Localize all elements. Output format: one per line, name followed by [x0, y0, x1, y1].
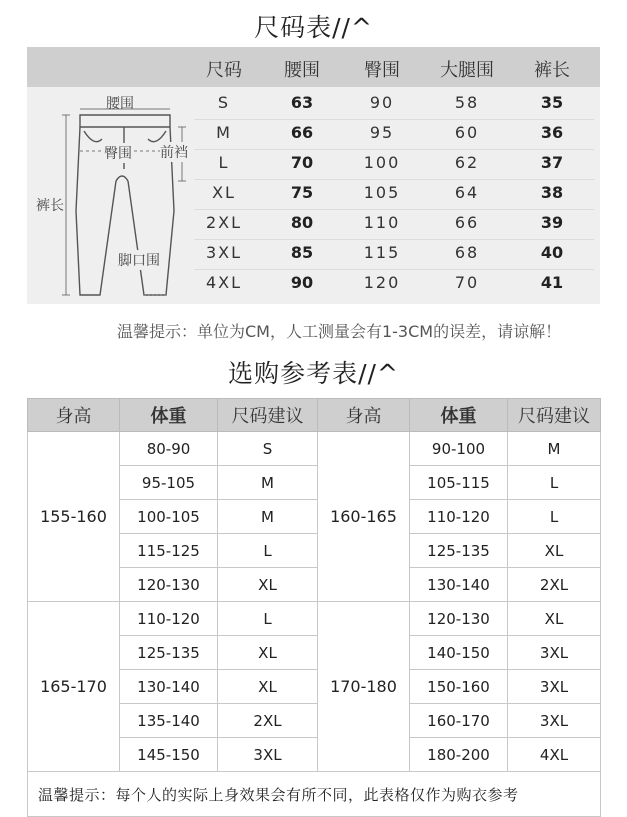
diagram-label-front-rise: 前裆 [160, 142, 188, 162]
guide-size-left: XL [218, 568, 318, 602]
size-chart-note: 温馨提示：单位为CM，人工测量会有1-3CM的误差，请谅解！ [117, 322, 562, 341]
header-size: 尺码 [206, 60, 242, 81]
guide-size-right: 4XL [508, 738, 601, 772]
guide-size-left: XL [218, 670, 318, 704]
size-chart-header [27, 47, 600, 87]
guide-weight-left: 100-105 [120, 500, 218, 534]
diagram-label-length: 裤长 [36, 195, 64, 215]
header-waist: 腰围 [284, 60, 320, 81]
guide-size-left: M [218, 500, 318, 534]
row-divider [194, 209, 594, 210]
size-cell-waist: 63 [290, 93, 314, 112]
guide-weight-right: 120-130 [410, 602, 508, 636]
guide-size-right: 3XL [508, 704, 601, 738]
size-chart-title: 尺码表//^ [254, 13, 373, 42]
guide-weight-left: 115-125 [120, 534, 218, 568]
size-cell-length: 41 [540, 273, 564, 292]
guide-header-height-left: 身高 [28, 399, 120, 432]
size-cell-length: 35 [540, 93, 564, 112]
guide-size-left: L [218, 534, 318, 568]
guide-weight-left: 95-105 [120, 466, 218, 500]
size-cell-length: 36 [540, 123, 564, 142]
guide-header-size-right: 尺码建议 [508, 399, 601, 432]
guide-size-right: L [508, 466, 601, 500]
guide-size-right: XL [508, 602, 601, 636]
size-cell-thigh: 60 [454, 123, 480, 142]
size-cell-size: S [217, 93, 231, 112]
diagram-label-waist: 腰围 [106, 96, 134, 112]
guide-height-left: 155-160 [28, 432, 120, 602]
row-divider [194, 119, 594, 120]
size-cell-hip: 95 [369, 123, 395, 142]
pants-diagram [32, 91, 202, 296]
guide-height-left: 165-170 [28, 602, 120, 772]
guide-weight-right: 140-150 [410, 636, 508, 670]
size-cell-thigh: 62 [454, 153, 480, 172]
size-cell-length: 38 [540, 183, 564, 202]
guide-size-left: 2XL [218, 704, 318, 738]
size-cell-thigh: 70 [454, 273, 480, 292]
size-cell-size: 3XL [205, 243, 243, 262]
size-cell-size: M [216, 123, 232, 142]
guide-size-right: M [508, 432, 601, 466]
guide-weight-left: 145-150 [120, 738, 218, 772]
guide-weight-right: 150-160 [410, 670, 508, 704]
row-divider [194, 149, 594, 150]
size-cell-hip: 105 [363, 183, 401, 202]
size-cell-thigh: 64 [454, 183, 480, 202]
size-chart-panel [27, 47, 600, 304]
guide-size-left: S [218, 432, 318, 466]
guide-table [27, 398, 601, 817]
size-cell-length: 37 [540, 153, 564, 172]
diagram-label-hip: 臀围 [104, 143, 132, 163]
size-cell-size: XL [212, 183, 236, 202]
guide-weight-left: 130-140 [120, 670, 218, 704]
guide-weight-right: 160-170 [410, 704, 508, 738]
guide-row [28, 432, 601, 466]
size-cell-thigh: 68 [454, 243, 480, 262]
guide-size-right: 3XL [508, 670, 601, 704]
size-cell-hip: 115 [363, 243, 401, 262]
guide-row [28, 602, 601, 636]
diagram-label-leg-opening: 脚口围 [118, 250, 160, 270]
guide-chart-note: 温馨提示：每个人的实际上身效果会有所不同，此表格仅作为购衣参考 [28, 772, 601, 817]
guide-weight-left: 120-130 [120, 568, 218, 602]
size-cell-waist: 80 [290, 213, 314, 232]
size-cell-length: 39 [540, 213, 564, 232]
guide-size-right: L [508, 500, 601, 534]
guide-weight-right: 105-115 [410, 466, 508, 500]
guide-size-right: 3XL [508, 636, 601, 670]
guide-height-right: 170-180 [318, 602, 410, 772]
size-cell-hip: 100 [363, 153, 401, 172]
size-cell-length: 40 [540, 243, 564, 262]
size-cell-thigh: 58 [454, 93, 480, 112]
guide-size-right: XL [508, 534, 601, 568]
guide-size-left: XL [218, 636, 318, 670]
size-cell-waist: 70 [290, 153, 314, 172]
guide-chart-title: 选购参考表//^ [228, 359, 399, 388]
size-cell-waist: 75 [290, 183, 314, 202]
header-thigh: 大腿围 [440, 60, 494, 81]
size-cell-size: 4XL [205, 273, 243, 292]
size-cell-hip: 110 [363, 213, 401, 232]
guide-weight-right: 180-200 [410, 738, 508, 772]
guide-size-right: 2XL [508, 568, 601, 602]
guide-weight-right: 130-140 [410, 568, 508, 602]
size-cell-hip: 90 [369, 93, 395, 112]
guide-size-left: L [218, 602, 318, 636]
guide-header-weight-left: 体重 [120, 399, 218, 432]
header-length: 裤长 [534, 60, 570, 81]
guide-header-weight-right: 体重 [410, 399, 508, 432]
guide-weight-left: 125-135 [120, 636, 218, 670]
size-cell-waist: 66 [290, 123, 314, 142]
guide-weight-left: 80-90 [120, 432, 218, 466]
pants-outline-icon [32, 91, 202, 296]
guide-weight-left: 135-140 [120, 704, 218, 738]
guide-weight-left: 110-120 [120, 602, 218, 636]
guide-weight-right: 90-100 [410, 432, 508, 466]
guide-header-height-right: 身高 [318, 399, 410, 432]
row-divider [194, 179, 594, 180]
size-cell-thigh: 66 [454, 213, 480, 232]
guide-header-size-left: 尺码建议 [218, 399, 318, 432]
guide-header-row [28, 399, 601, 432]
row-divider [194, 269, 594, 270]
guide-note-row [28, 772, 601, 817]
guide-height-right: 160-165 [318, 432, 410, 602]
size-cell-size: L [218, 153, 230, 172]
guide-weight-right: 110-120 [410, 500, 508, 534]
size-cell-size: 2XL [205, 213, 243, 232]
guide-size-left: M [218, 466, 318, 500]
size-cell-hip: 120 [363, 273, 401, 292]
row-divider [194, 239, 594, 240]
size-cell-waist: 90 [290, 273, 314, 292]
guide-weight-right: 125-135 [410, 534, 508, 568]
size-cell-waist: 85 [290, 243, 314, 262]
header-hip: 臀围 [364, 60, 400, 81]
guide-size-left: 3XL [218, 738, 318, 772]
